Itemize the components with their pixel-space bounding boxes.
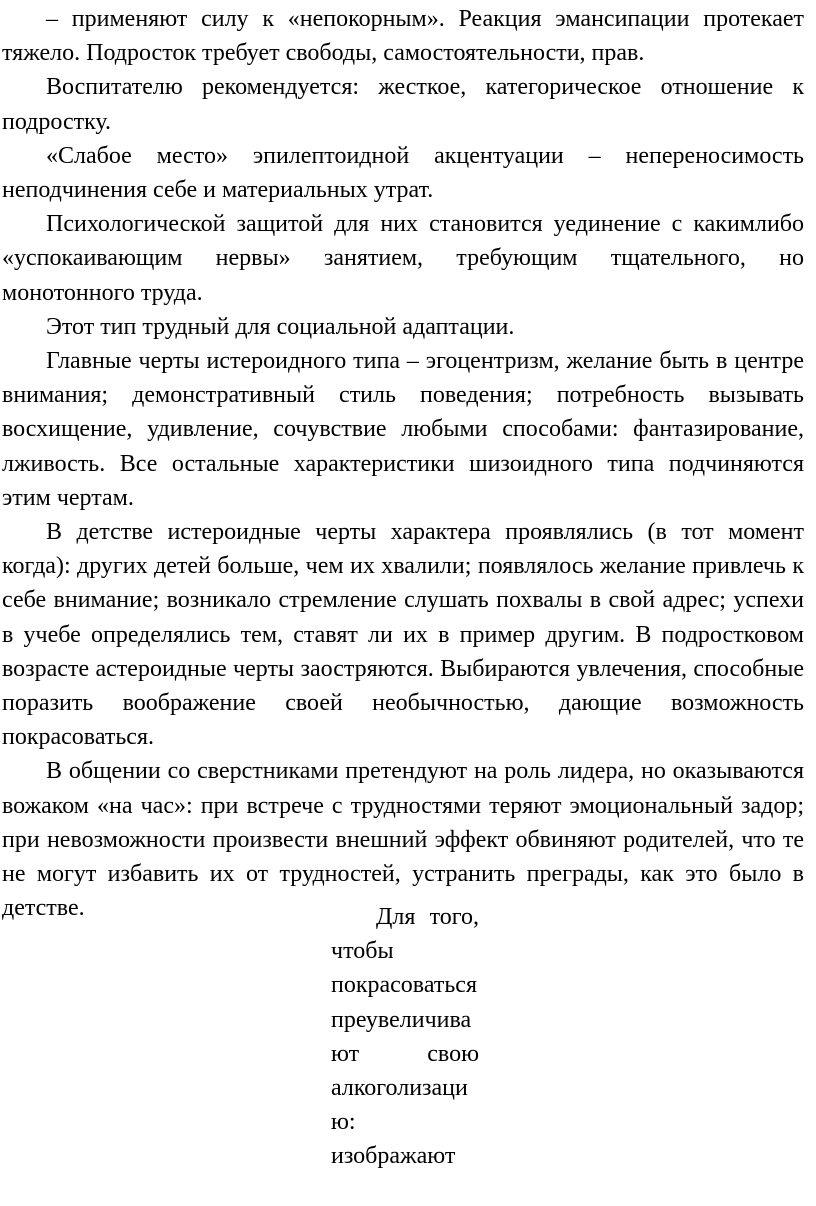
- paragraph-2: Воспитателю рекомендуется: жесткое, категорическое отношение к подростку.: [2, 74, 804, 135]
- paragraph-6: Главные черты истероидного типа – эгоцентризм, желание быть в центре внимания; демонстративный стиль поведения; потребность вызывать восхищение, удивление, сочувствие любыми способами: фантазирование, лживость. Все остальные характеристики шизоидного типа подчиняются этим чертам.: [2, 348, 804, 511]
- paragraph-1: – применяют силу к «непокорным». Реакция эмансипации протекает тяжело. Подросток требует свободы, самостоятельности, прав.: [2, 6, 804, 67]
- paragraph-3: «Слабое место» эпилептоидной акцентуации – непереносимость неподчинения себе и материальных утрат.: [2, 142, 804, 204]
- paragraph-4: Психологической защитой для них становится уединение с какимлибо «успокаивающим нервы» занятием, требующим тщательного, но монотонного труда.: [2, 211, 804, 306]
- narrow-column-text: Для того, чтобы покрасоваться преувеличивают свою алкоголизацию: изображают: [331, 904, 479, 1170]
- paragraph-5: Этот тип трудный для социальной адаптации.: [46, 313, 515, 340]
- document-body: [2, 2, 804, 925]
- paragraph-8: В общении со сверстниками претендуют на роль лидера, но оказываются вожаком «на час»: при встрече с трудностями теряют эмоциональный задор; при невозможности произвести внешний эффект обвиняют родителей, что те не могут избавить их от трудностей, устранить преграды, как это было в детстве.: [2, 758, 804, 922]
- paragraph-7: В детстве истероидные черты характера проявлялись (в тот момент когда): других детей больше, чем их хвалили; появлялось желание привлечь к себе внимание; возникало стремление слушать похвалы в свой адрес; успехи в учебе определялись тем, ставят ли их в пример другим. В подростковом возрасте астероидные черты заостряются. Выбираются увлечения, способные поразить воображение своей необычностью, дающие возможность покрасоваться.: [2, 519, 804, 751]
